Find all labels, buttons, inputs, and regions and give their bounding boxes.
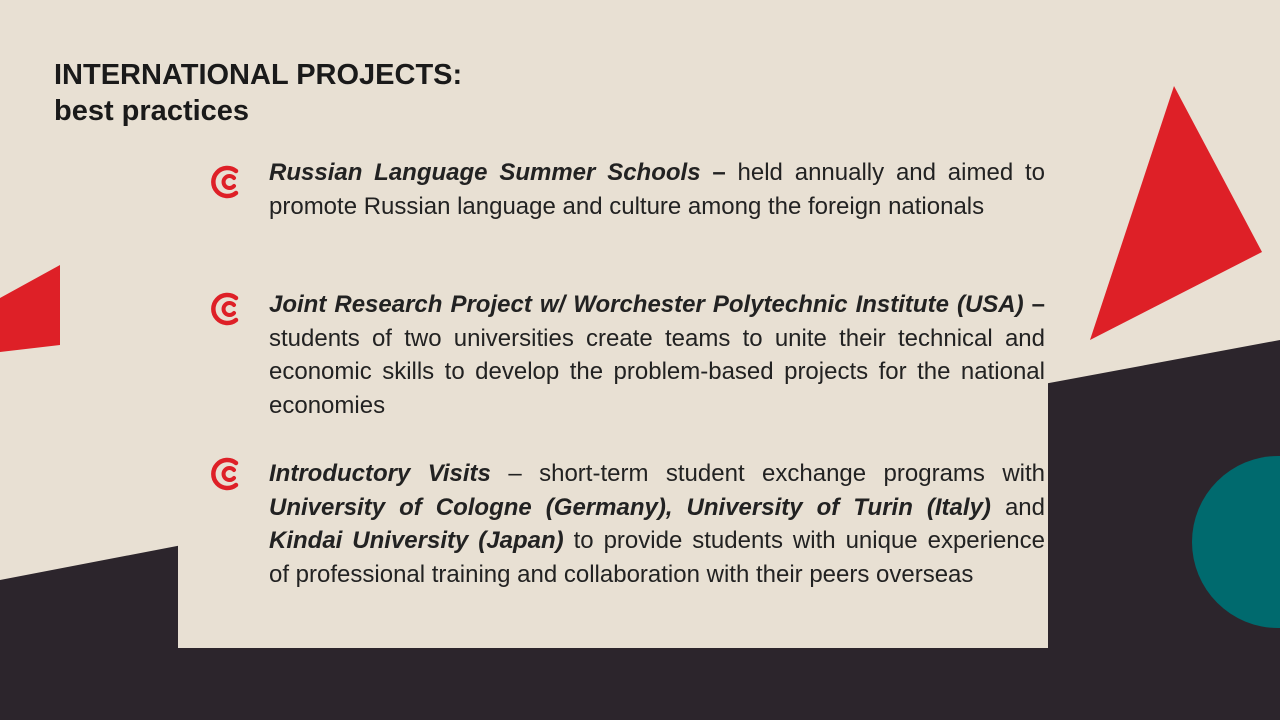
item-text — [269, 288, 1045, 423]
item-title: Introductory Visits — [269, 460, 491, 487]
item-description-a: short-term student exchange programs with — [539, 460, 1046, 487]
item-description-b: and — [990, 493, 1045, 521]
title-line-1: INTERNATIONAL PROJECTS: — [54, 59, 463, 91]
c-logo-icon — [210, 457, 244, 491]
page-title — [54, 57, 462, 129]
item-description: held annually and aimed to promote Russian language and culture among the foreign nationals — [269, 159, 1045, 220]
item-text — [269, 156, 1045, 223]
item-separator: – — [700, 159, 738, 186]
item-separator: – — [1023, 291, 1045, 318]
partner-university-japan: Kindai University (Japan) — [269, 527, 564, 555]
item-description-c: to provide students with unique experience of professional training and collaboration with their peers overseas — [269, 527, 1046, 589]
red-triangle-right — [1090, 86, 1262, 340]
item-separator: – — [490, 460, 540, 487]
c-logo-icon — [210, 165, 244, 199]
content-panel — [178, 140, 1048, 648]
partner-universities: University of Cologne (Germany), University of Turin (Italy) — [269, 493, 991, 521]
item-text — [269, 457, 1045, 592]
title-line-2: best practices — [54, 95, 250, 127]
item-title: Russian Language Summer Schools — [269, 159, 701, 186]
c-logo-icon — [210, 292, 244, 326]
item-description: students of two universities create teams to unite their technical and economic skills to develop the problem-based projects for the national economies — [269, 324, 1045, 420]
item-title: Joint Research Project w/ Worchester Polytechnic Institute (USA) — [269, 291, 1024, 318]
red-triangle-left — [0, 265, 60, 352]
